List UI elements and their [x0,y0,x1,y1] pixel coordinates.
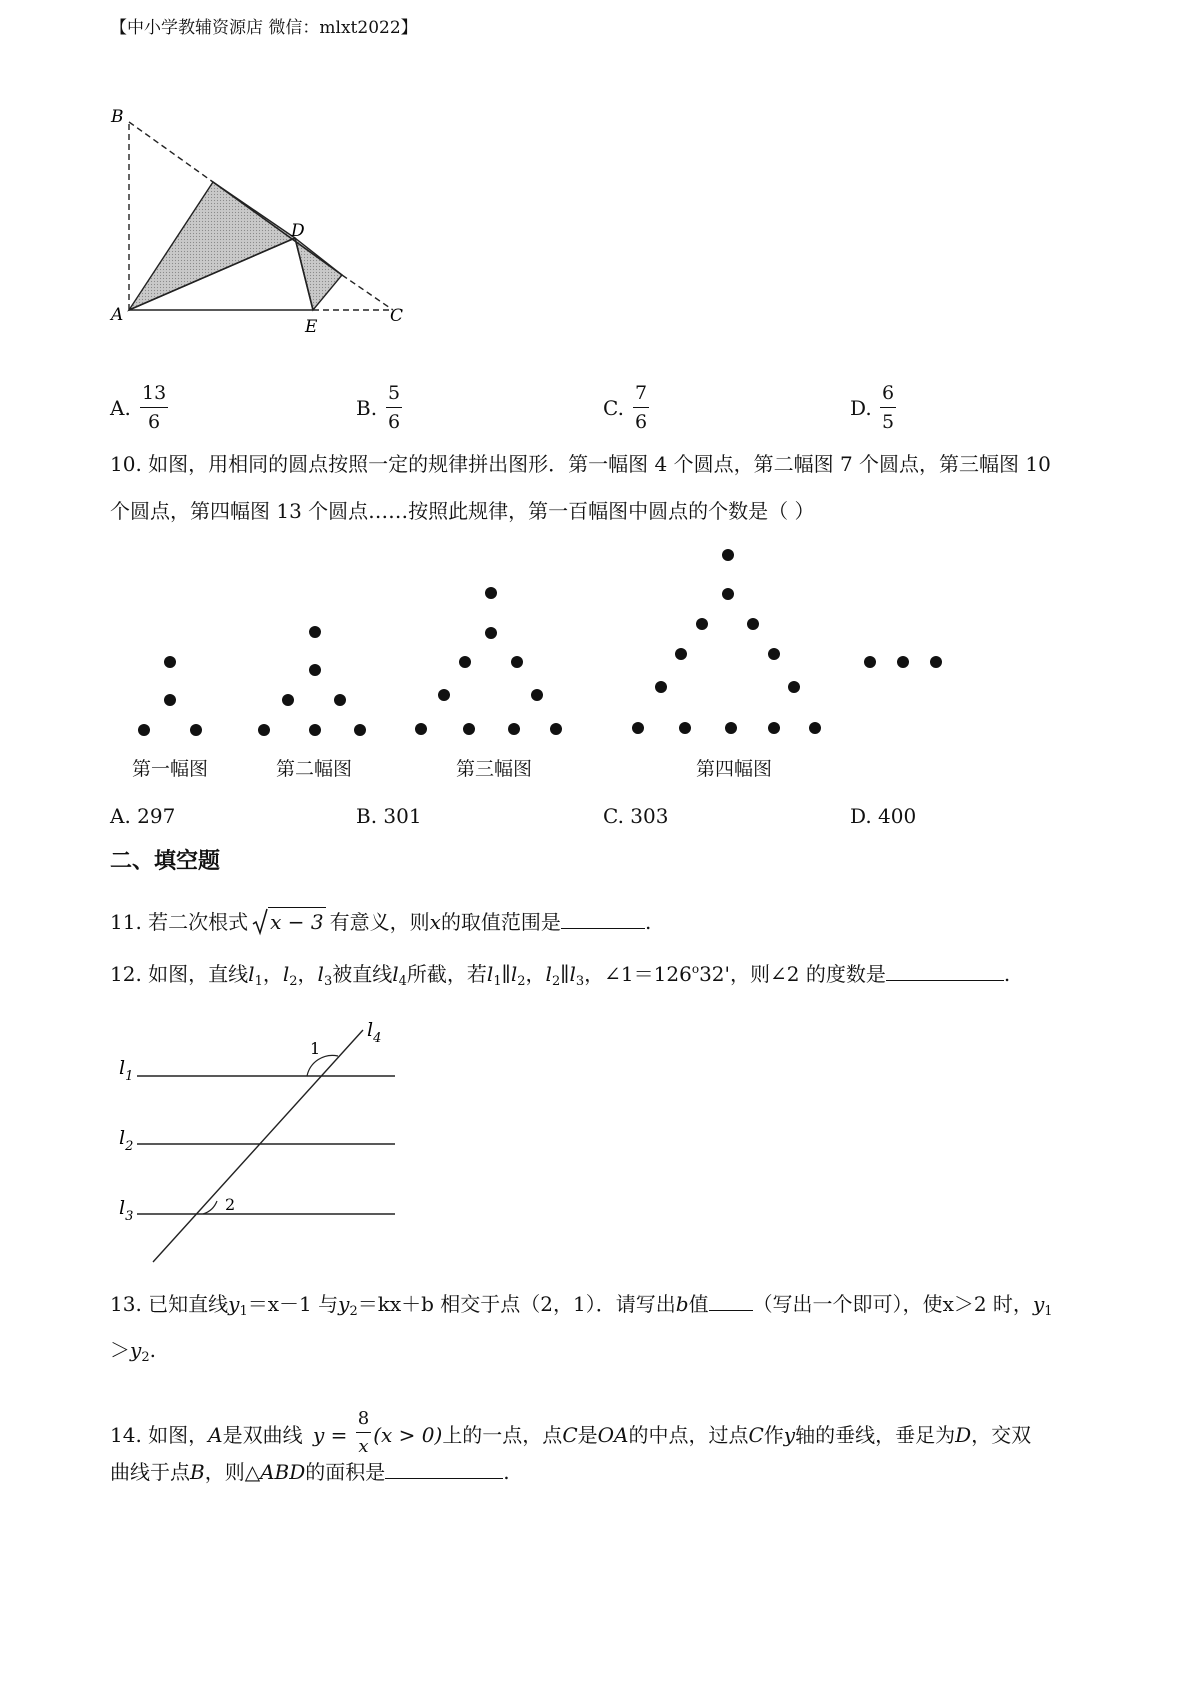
angle-1-label: 1 [310,1039,321,1058]
svg-text:l1: $l_1$ [119,1057,134,1084]
section-heading: 二、填空题 [110,848,221,874]
q14-line-1: 14. 如图，A是双曲线 y = $\frac{8}{x}$ (x > 0)上的一点，点C是OA的中点，过点C作y轴的垂线，垂足为D，交双 [110,1408,1032,1457]
svg-text:l2: $l_2$ [119,1127,134,1154]
answer-blank[interactable] [385,1460,503,1479]
triangle-figure [105,100,425,345]
shaded-triangle-left [129,182,295,310]
q10-option-b[interactable]: B. 301 [356,804,422,828]
q12-text: 12. 如图，直线$l_1$，$l_2$，$l_3$被直线$l_4$所截，若$l_1\parallel l_2$，$l_2\parallel l_3$，$\angle 1=126^o32'$，则∠2 的度数是 . [110,962,1011,989]
q10-line-1: 10. 如图，用相同的圆点按照一定的规律拼出图形．第一幅图 4 个圆点，第二幅图 7 个圆点，第三幅图 10 [110,452,1051,476]
q10-line-2: 个圆点，第四幅图 13 个圆点……按照此规律，第一百幅图中圆点的个数是（ ） [110,499,815,523]
q14-line-2: 曲线于点B，则△ABD的面积是 . [110,1460,510,1484]
q13-line-2: $>y_2$. [110,1338,156,1365]
label-e: E [305,317,318,337]
caption-figure-1: 第一幅图 [132,758,209,780]
label-a: A [111,305,124,325]
label-b: B [111,107,124,127]
fraction-8-over-x: $\frac{8}{x}$ [357,1408,370,1457]
answer-blank[interactable] [561,910,645,929]
q10-option-a[interactable]: A. 297 [110,804,176,828]
fraction: 5 6 [388,382,401,433]
fraction: 13 6 [142,382,167,433]
page-header: 【中小学教辅资源店 微信：mlxt2022】 [110,18,418,38]
caption-figure-4: 第四幅图 [696,758,773,780]
q10-option-d[interactable]: D. 400 [850,804,917,828]
caption-figure-3: 第三幅图 [456,758,533,780]
q10-option-c[interactable]: C. 303 [603,804,669,828]
answer-blank[interactable] [709,1292,753,1311]
shaded-triangle-right [295,238,342,310]
caption-figure-2: 第二幅图 [276,758,353,780]
sqrt-sign [252,908,268,936]
svg-text:l3: $l_3$ [119,1197,134,1224]
fraction: 7 6 [635,382,648,433]
fraction: 6 5 [882,382,895,433]
answer-blank[interactable] [886,962,1004,981]
parallel-lines-figure [105,1010,405,1270]
q11-text: 11. 若二次根式 x − 3 有意义，则x的取值范围是 . [110,908,651,936]
angle-2-label: 2 [225,1195,236,1214]
svg-text:l4: $l_4$ [367,1019,382,1046]
dot-pattern-figure [100,540,960,790]
label-c: C [390,306,404,326]
q13-line-1: 13. 已知直线$y_1=x-1$ 与$y_2=kx+b$ 相交于点（2，1）．请写出b值 （写出一个即可），使x＞2 时，$y_1$ [110,1292,1053,1319]
label-d: D [291,221,305,241]
